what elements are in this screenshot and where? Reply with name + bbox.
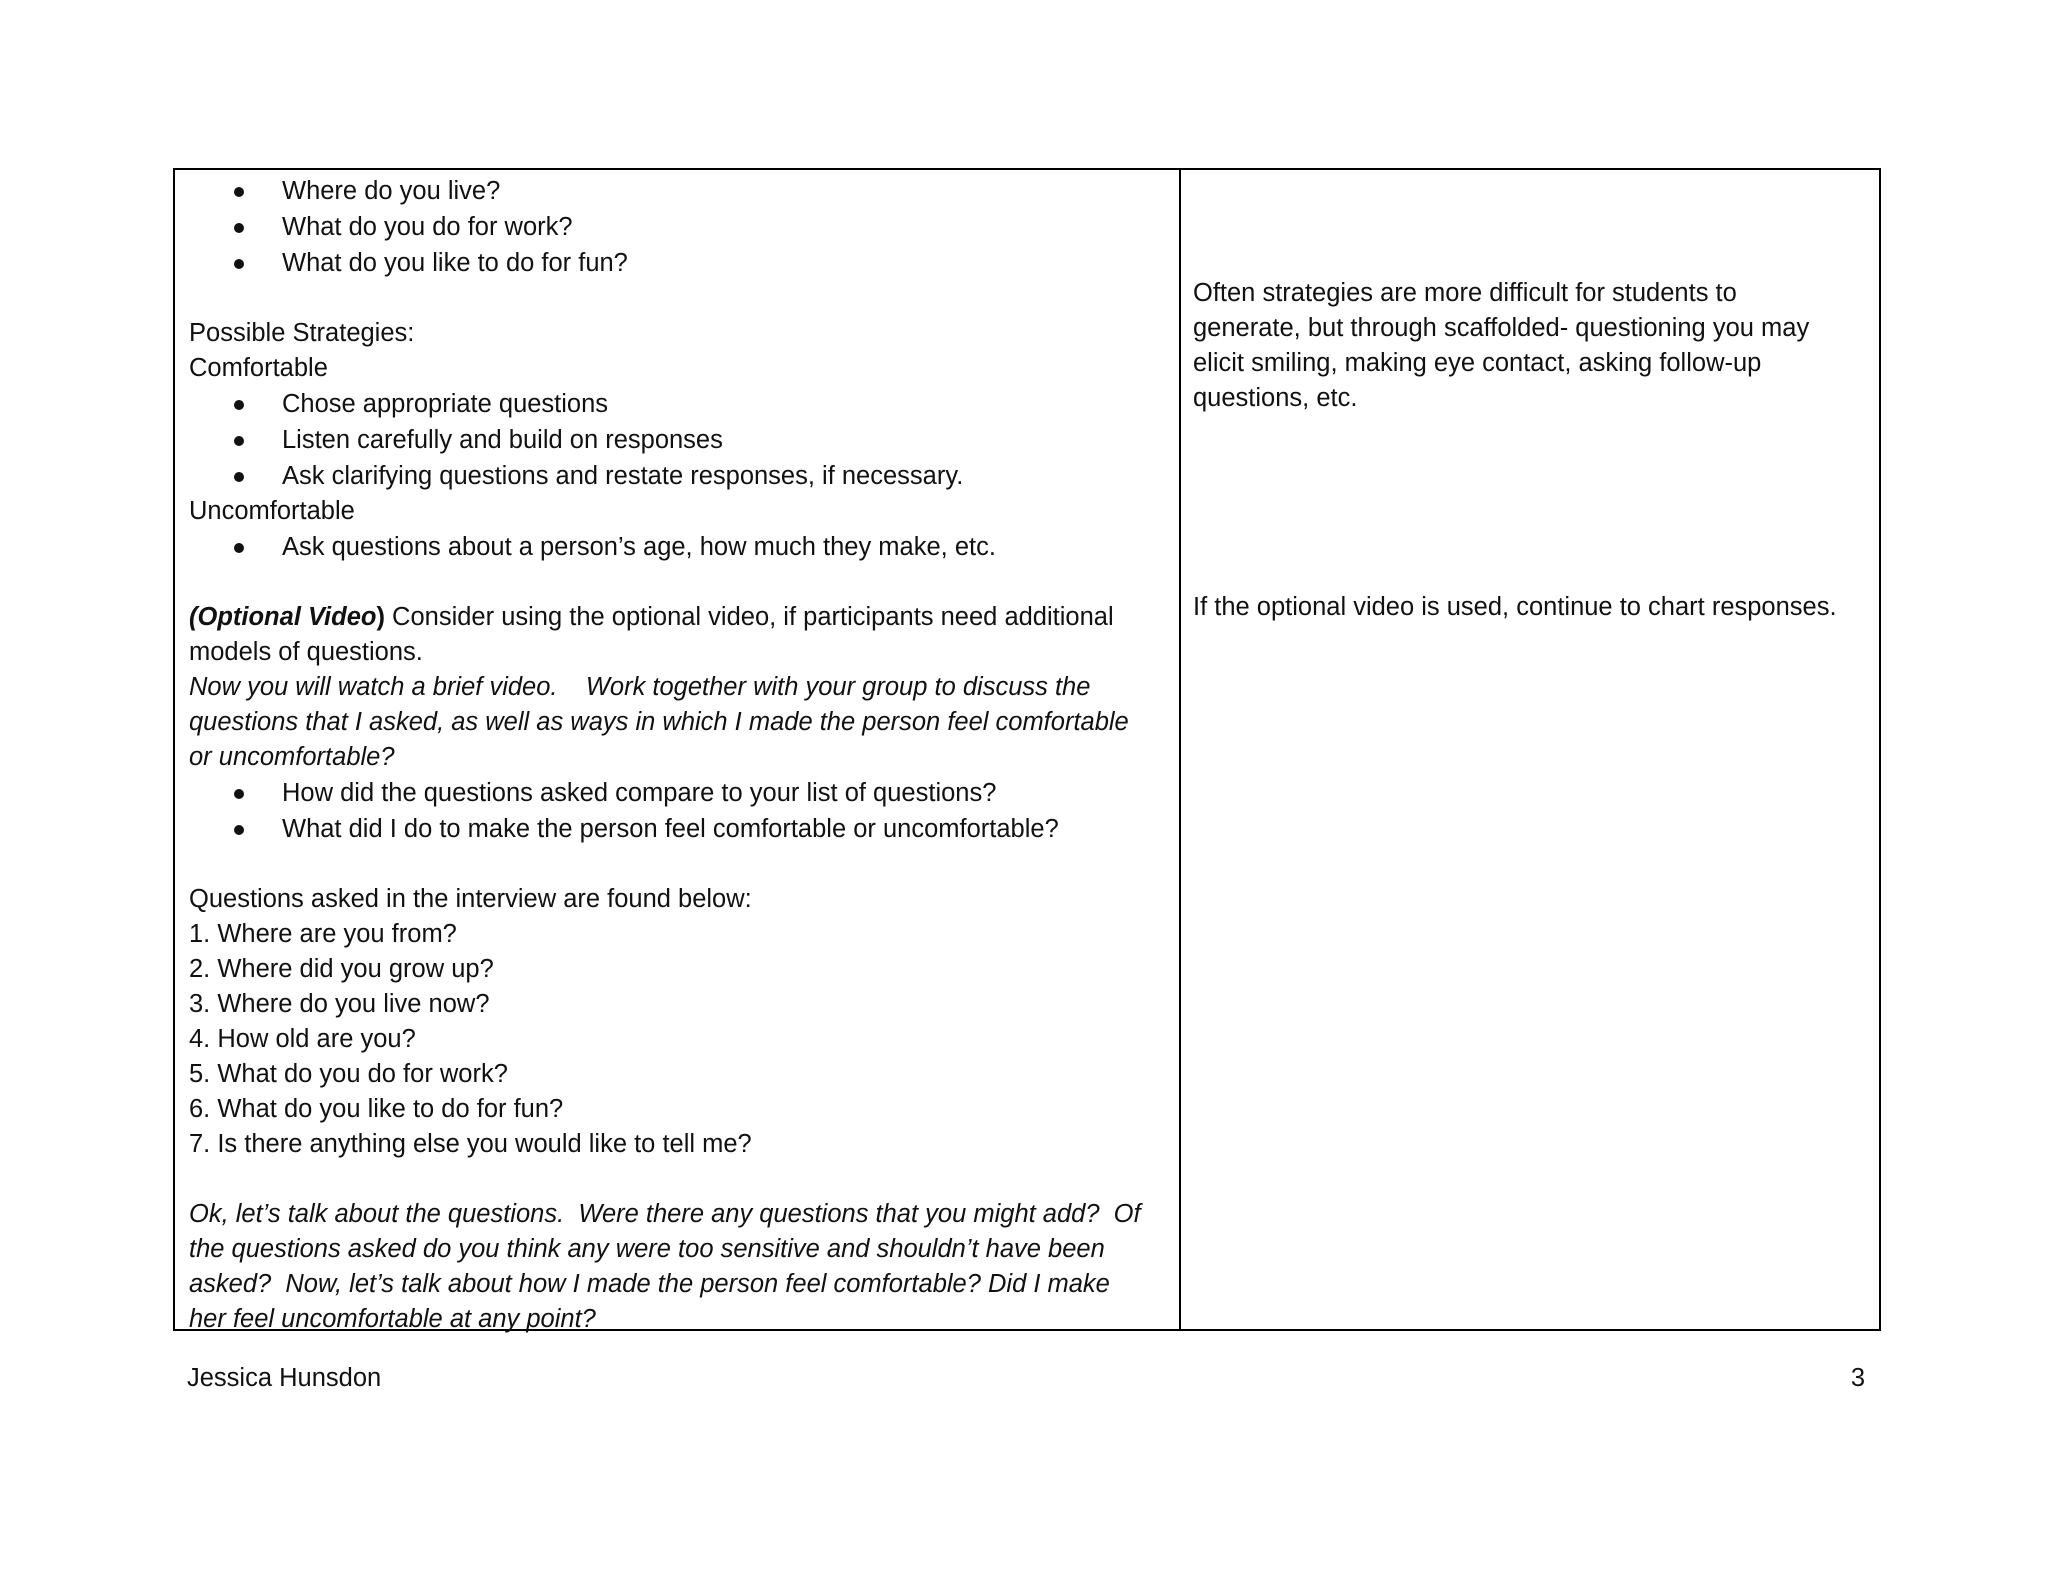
bullet-icon — [234, 259, 244, 269]
strategies-note-line: questions, etc. — [1193, 384, 1358, 412]
bullet-text: Where do you live? — [282, 177, 501, 205]
optional-video-label: (Optional Video — [189, 603, 377, 631]
bullet-icon — [234, 400, 244, 410]
bullet-text: What did I do to make the person feel comfortable or uncomfortable? — [282, 815, 1059, 843]
column-divider — [1179, 170, 1181, 1329]
bullet-icon — [234, 187, 244, 197]
optional-video-paragraph — [189, 600, 1114, 635]
bullet-text: Listen carefully and build on responses — [282, 426, 723, 454]
bullet-text: Ask questions about a person’s age, how much they make, etc. — [282, 533, 996, 561]
optional-video-close-paren: ) — [376, 603, 385, 631]
interview-question: 4. How old are you? — [189, 1025, 416, 1053]
content-table — [173, 168, 1881, 1331]
bullet-icon — [234, 825, 244, 835]
closing-line: Ok, let’s talk about the questions. Were there any questions that you might add? Of — [189, 1200, 1141, 1228]
video-prompt-line: Now you will watch a brief video. Work together with your group to discuss the — [189, 673, 1091, 701]
bullet-text: Chose appropriate questions — [282, 390, 609, 418]
optional-video-text-cont: models of questions. — [189, 638, 423, 666]
closing-line: her feel uncomfortable at any point? — [189, 1305, 596, 1333]
closing-line: the questions asked do you think any were too sensitive and shouldn’t have been — [189, 1235, 1105, 1263]
interview-question: 5. What do you do for work? — [189, 1060, 508, 1088]
uncomfortable-label: Uncomfortable — [189, 497, 355, 525]
strategies-note-line: generate, but through scaffolded- questioning you may — [1193, 314, 1810, 342]
comfortable-label: Comfortable — [189, 354, 328, 382]
bullet-icon — [234, 472, 244, 482]
video-prompt-line: questions that I asked, as well as ways in which I made the person feel comfortable — [189, 708, 1129, 736]
optional-video-text: Consider using the optional video, if participants need additional — [384, 603, 1114, 631]
interview-question: 7. Is there anything else you would like to tell me? — [189, 1130, 752, 1158]
bullet-text: How did the questions asked compare to your list of questions? — [282, 779, 997, 807]
strategies-note-line: elicit smiling, making eye contact, asking follow-up — [1193, 349, 1762, 377]
strategies-note-line: Often strategies are more difficult for students to — [1193, 279, 1737, 307]
interview-question: 3. Where do you live now? — [189, 990, 490, 1018]
strategies-heading: Possible Strategies: — [189, 319, 415, 347]
bullet-text: What do you do for work? — [282, 213, 573, 241]
page-number: 3 — [1850, 1364, 1865, 1392]
bullet-icon — [234, 436, 244, 446]
bullet-icon — [234, 543, 244, 553]
interview-heading: Questions asked in the interview are found below: — [189, 885, 752, 913]
bullet-text: Ask clarifying questions and restate responses, if necessary. — [282, 462, 964, 490]
video-prompt-line: or uncomfortable? — [189, 743, 395, 771]
interview-question: 2. Where did you grow up? — [189, 955, 494, 983]
closing-line: asked? Now, let’s talk about how I made the person feel comfortable? Did I make — [189, 1270, 1110, 1298]
interview-question: 1. Where are you from? — [189, 920, 457, 948]
interview-question: 6. What do you like to do for fun? — [189, 1095, 564, 1123]
bullet-text: What do you like to do for fun? — [282, 249, 628, 277]
bullet-icon — [234, 223, 244, 233]
bullet-icon — [234, 789, 244, 799]
video-note: If the optional video is used, continue to chart responses. — [1193, 593, 1837, 621]
footer-author: Jessica Hunsdon — [187, 1364, 382, 1392]
